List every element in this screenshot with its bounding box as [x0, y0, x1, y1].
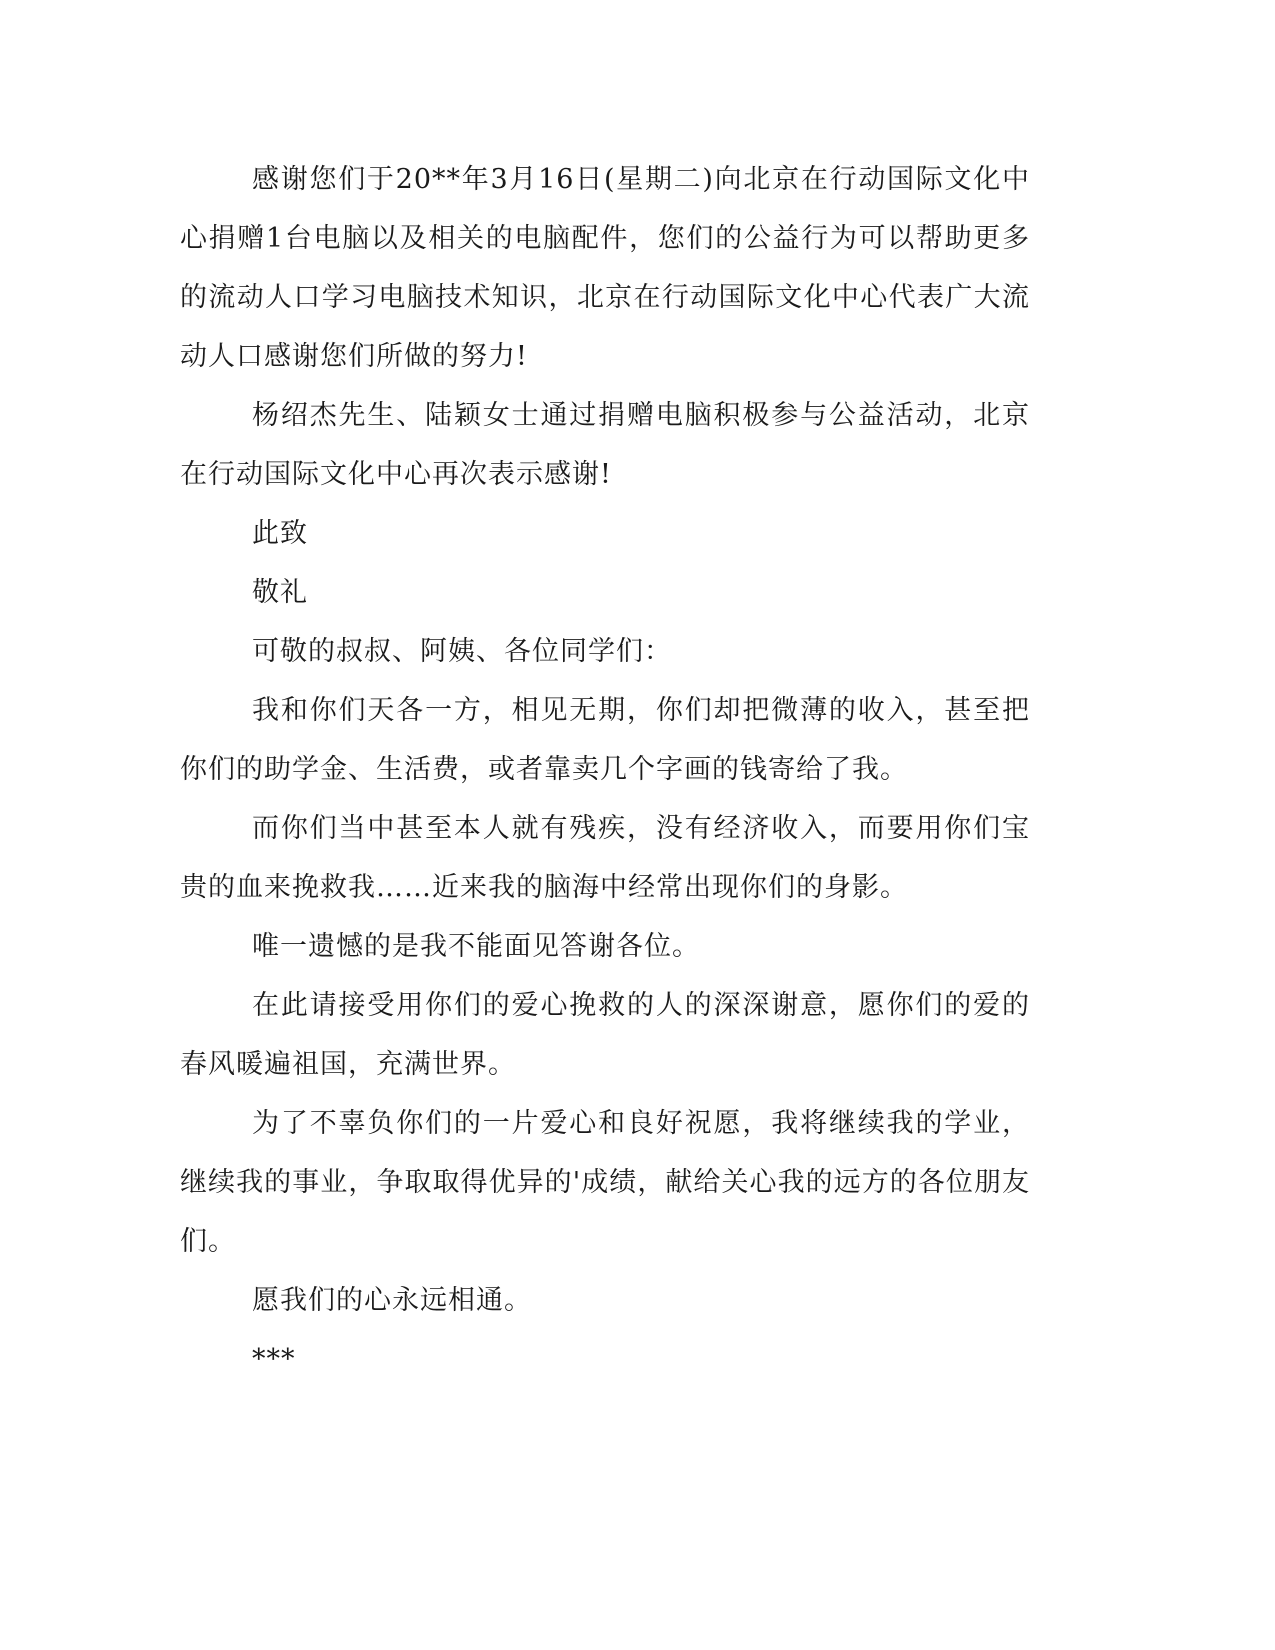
paragraph-continue-study: 为了不辜负你们的一片爱心和良好祝愿，我将继续我的学业，继续我的事业，争取取得优异的'成绩，献给关心我的远方的各位朋友们。	[180, 1108, 1030, 1257]
section-separator: ***	[252, 1344, 296, 1375]
paragraph-gratitude: 在此请接受用你们的爱心挽救的人的深深谢意，愿你们的爱的春风暖遍祖国，充满世界。	[180, 990, 1030, 1080]
closing-jingli: 敬礼	[252, 577, 308, 608]
paragraph-far-apart: 我和你们天各一方，相见无期，你们却把微薄的收入，甚至把你们的助学金、生活费，或者靠卖几个字画的钱寄给了我。	[180, 695, 1030, 785]
paragraph-hearts-connected: 愿我们的心永远相通。	[252, 1285, 532, 1316]
paragraph-donation-thanks: 感谢您们于20**年3月16日(星期二)向北京在行动国际文化中心捐赠1台电脑以及相关的电脑配件，您们的公益行为可以帮助更多的流动人口学习电脑技术知识，北京在行动国际文化中心代表广大流动人口感谢您们所做的努力!	[180, 164, 1030, 372]
document-body	[180, 150, 1030, 1389]
paragraph-regret: 唯一遗憾的是我不能面见答谢各位。	[252, 931, 700, 962]
paragraph-blood: 而你们当中甚至本人就有残疾，没有经济收入，而要用你们宝贵的血来挽救我……近来我的脑海中经常出现你们的身影。	[180, 813, 1030, 903]
closing-cizhi: 此致	[252, 518, 308, 549]
paragraph-donors-thanks: 杨绍杰先生、陆颖女士通过捐赠电脑积极参与公益活动，北京在行动国际文化中心再次表示感谢!	[180, 400, 1030, 490]
salutation: 可敬的叔叔、阿姨、各位同学们：	[252, 636, 672, 667]
